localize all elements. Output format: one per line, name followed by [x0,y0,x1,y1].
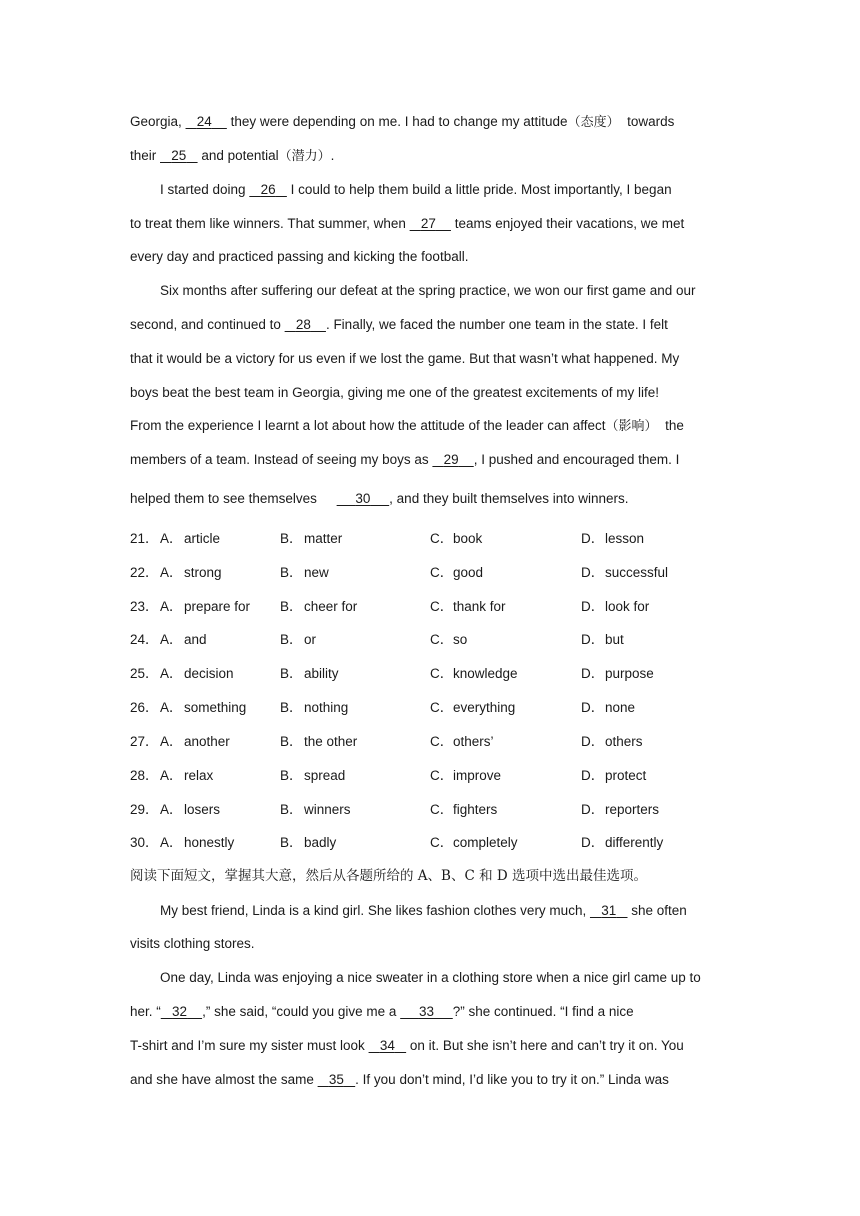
passage-line: second, and continued to 28 . Finally, we faced the number one team in the state. I felt [130,317,668,332]
passage-line: to treat them like winners. That summer, when 27 teams enjoyed their vacations, we met [130,216,685,231]
passage-line: boys beat the best team in Georgia, giving me one of the greatest excitements of my life! [130,385,660,400]
option-c: improve [453,768,502,783]
passage-line: Georgia, 24 they were depending on me. I had to change my attitude（态度） towards [130,114,675,130]
option-c: completely [453,835,518,850]
option-b: ability [304,666,339,681]
question-number: 28． [130,768,159,783]
question-number: 24． [130,632,159,647]
option-letter-c: C． [430,565,454,580]
option-letter-d: D． [581,666,605,681]
question-row [130,630,728,650]
question-row [130,597,728,617]
passage-line: her. “ 32 ,” she said, “could you give me a 33 ?” she continued. “I find a nice [130,1004,634,1019]
passage-line: One day, Linda was enjoying a nice sweater in a clothing store when a nice girl came up to [160,970,701,985]
passage-line: My best friend, Linda is a kind girl. She likes fashion clothes very much, 31 she often [160,903,687,918]
question-number: 23． [130,599,159,614]
blank-33: 33 [418,1004,434,1019]
option-letter-b: B． [280,768,303,783]
option-b: new [304,565,329,580]
option-b: the other [304,734,358,749]
passage-line: T-shirt and I’m sure my sister must look 34 on it. But she isn’t here and can’t try it on. You [130,1038,684,1053]
question-number: 25． [130,666,159,681]
option-letter-b: B． [280,632,303,647]
blank-25: 25 [171,148,187,163]
option-letter-c: C． [430,835,454,850]
option-c: others’ [453,734,494,749]
passage-line: every day and practiced passing and kicking the football. [130,249,469,264]
option-letter-a: A． [160,700,183,715]
option-a: something [184,700,247,715]
blank-29: 29 [443,452,459,467]
option-a: strong [184,565,222,580]
blank-30: 30 [355,491,371,506]
blank-35: 35 [328,1072,344,1087]
option-letter-a: A． [160,599,183,614]
option-c: thank for [453,599,506,614]
passage-line: From the experience I learnt a lot about how the attitude of the leader can affect（影响） the [130,418,684,434]
option-letter-c: C． [430,802,454,817]
option-b: spread [304,768,346,783]
blank-34: 34 [379,1038,395,1053]
blank-32: 32 [172,1004,188,1019]
blank-27: 27 [420,216,436,231]
option-letter-d: D． [581,768,605,783]
passage-line: members of a team. Instead of seeing my boys as 29 , I pushed and encouraged them. I [130,452,680,467]
question-row [130,563,728,583]
question-number: 27． [130,734,159,749]
blank-26: 26 [260,182,276,197]
option-c: good [453,565,484,580]
option-letter-a: A． [160,632,183,647]
option-d: successful [605,565,669,580]
option-d: reporters [605,802,660,817]
option-letter-d: D． [581,835,605,850]
option-letter-c: C． [430,531,454,546]
option-letter-a: A． [160,768,183,783]
option-a: prepare for [184,599,251,614]
option-d: lesson [605,531,645,546]
passage-line: that it would be a victory for us even if we lost the game. But that wasn’t what happened. My [130,351,680,366]
passage-line: visits clothing stores. [130,936,255,951]
passage-line: I started doing 26 I could to help them build a little pride. Most importantly, I began [160,182,672,197]
passage-line: and she have almost the same 35 . If you don’t mind, I’d like you to try it on.” Linda was [130,1072,669,1087]
question-row [130,766,728,786]
question-number: 26． [130,700,159,715]
option-letter-d: D． [581,531,605,546]
option-d: none [605,700,636,715]
option-letter-d: D． [581,565,605,580]
option-a: decision [184,666,234,681]
option-letter-a: A． [160,531,183,546]
option-b: badly [304,835,337,850]
option-letter-b: B． [280,802,303,817]
option-letter-a: A． [160,666,183,681]
option-a: losers [184,802,221,817]
question-number: 22． [130,565,159,580]
option-letter-c: C． [430,599,454,614]
option-letter-b: B． [280,700,303,715]
question-number: 30． [130,835,159,850]
option-letter-d: D． [581,632,605,647]
option-b: cheer for [304,599,358,614]
option-letter-d: D． [581,700,605,715]
option-letter-d: D． [581,734,605,749]
option-letter-a: A． [160,802,183,817]
question-row [130,833,728,853]
option-d: purpose [605,666,654,681]
option-a: relax [184,768,214,783]
option-letter-d: D． [581,599,605,614]
option-c: book [453,531,483,546]
option-d: others [605,734,643,749]
option-letter-b: B． [280,565,303,580]
blank-24: 24 [196,114,212,129]
option-a: another [184,734,230,749]
option-letter-b: B． [280,666,303,681]
option-d: differently [605,835,664,850]
option-b: or [304,632,317,647]
option-c: so [453,632,468,647]
question-number: 21． [130,531,159,546]
option-letter-c: C． [430,666,454,681]
option-c: everything [453,700,516,715]
option-c: knowledge [453,666,518,681]
option-b: winners [304,802,351,817]
option-letter-b: B． [280,599,303,614]
question-row [130,732,728,752]
question-number: 29． [130,802,159,817]
passage-line: Six months after suffering our defeat at the spring practice, we won our first game and our [160,283,696,298]
option-letter-c: C． [430,734,454,749]
option-letter-a: A． [160,835,183,850]
question-row [130,800,728,820]
question-row [130,529,728,549]
option-a: and [184,632,207,647]
blank-28: 28 [295,317,311,332]
question-row [130,664,728,684]
passage-line: their 25 and potential（潜力）. [130,148,335,164]
option-b: nothing [304,700,349,715]
question-row [130,698,728,718]
option-d: look for [605,599,650,614]
blank-31: 31 [601,903,617,918]
option-letter-d: D． [581,802,605,817]
option-letter-b: B． [280,734,303,749]
option-letter-a: A． [160,734,183,749]
option-d: but [605,632,624,647]
section-instruction: 阅读下面短文，掌握其大意，然后从各题所给的 A、B、C 和 D 选项中选出最佳选项。 [130,868,647,884]
option-a: honestly [184,835,235,850]
option-b: matter [304,531,343,546]
passage-line: helped them to see themselves 30 , and they built themselves into winners. [130,491,629,506]
option-letter-b: B． [280,531,303,546]
option-d: protect [605,768,647,783]
option-letter-c: C． [430,700,454,715]
option-letter-b: B． [280,835,303,850]
option-c: fighters [453,802,498,817]
option-a: article [184,531,221,546]
option-letter-a: A． [160,565,183,580]
option-letter-c: C． [430,632,454,647]
option-letter-c: C． [430,768,454,783]
